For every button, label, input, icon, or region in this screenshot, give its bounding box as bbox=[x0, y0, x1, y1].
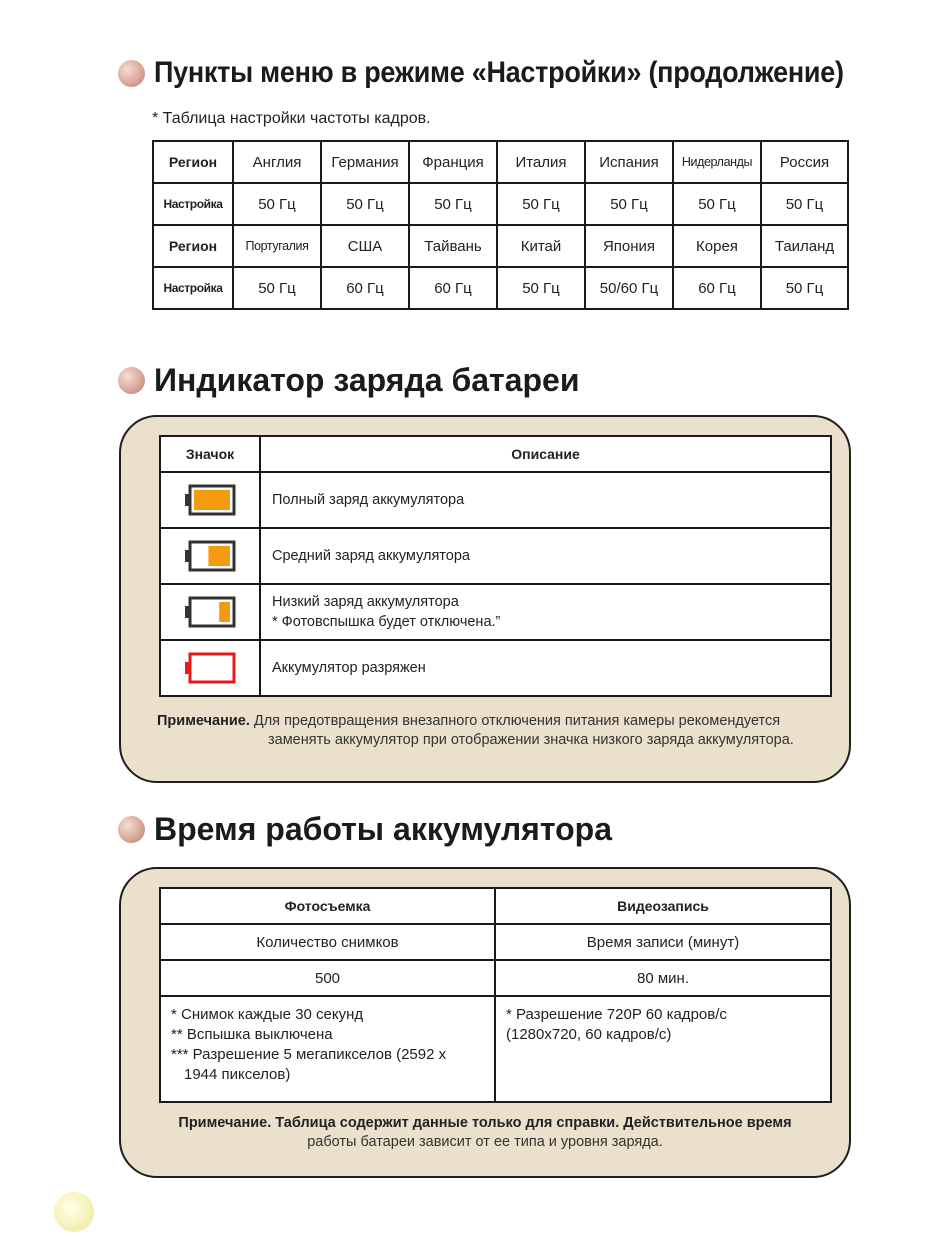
note-text: Для предотвращения внезапного отключения питания камеры рекомендуется bbox=[253, 713, 781, 729]
table-cell: Тайвань bbox=[409, 225, 497, 267]
battery-description: Полный заряд аккумулятора bbox=[272, 492, 465, 508]
table-cell: Франция bbox=[409, 141, 497, 183]
table-cell: 500 bbox=[160, 960, 495, 996]
table-header-row bbox=[160, 436, 831, 472]
table-cell: 50 Гц bbox=[761, 267, 848, 309]
section-title-battery bbox=[118, 362, 579, 399]
row-header: Регион bbox=[153, 141, 233, 183]
frame-rate-table bbox=[152, 140, 849, 310]
bullet-icon bbox=[118, 60, 145, 87]
battery-note bbox=[157, 712, 831, 750]
column-header-photo: Фотосъемка bbox=[160, 888, 495, 924]
battery-body bbox=[190, 654, 234, 682]
runtime-panel bbox=[119, 867, 851, 1178]
table-row bbox=[160, 472, 831, 528]
condition-line: ** Вспышка выключена bbox=[171, 1026, 333, 1043]
bullet-icon bbox=[118, 816, 145, 843]
table-cell: 50/60 Гц bbox=[585, 267, 673, 309]
column-header-icon: Значок bbox=[160, 436, 260, 472]
column-header-description: Описание bbox=[260, 436, 831, 472]
condition-line: 1944 пикселов) bbox=[184, 1066, 291, 1083]
table-cell: Количество снимков bbox=[160, 924, 495, 960]
column-header-video: Видеозапись bbox=[495, 888, 831, 924]
table-row bbox=[153, 267, 848, 309]
note-text: заменять аккумулятор при отображении значка низкого заряда аккумулятора. bbox=[268, 732, 794, 748]
table-cell: Таиланд bbox=[761, 225, 848, 267]
table-cell: 50 Гц bbox=[233, 267, 321, 309]
runtime-table bbox=[159, 887, 832, 1103]
section-title-frame-rate bbox=[118, 56, 920, 90]
table-cell: 50 Гц bbox=[321, 183, 409, 225]
battery-panel bbox=[119, 415, 851, 783]
table-cell: Англия bbox=[233, 141, 321, 183]
table-row bbox=[160, 924, 831, 960]
table-cell: Время записи (минут) bbox=[495, 924, 831, 960]
table-row bbox=[153, 141, 848, 183]
note-text: Примечание. Таблица содержит данные только для справки. Действительное время bbox=[178, 1115, 792, 1131]
battery-table bbox=[159, 435, 832, 697]
table-cell: США bbox=[321, 225, 409, 267]
battery-description: Аккумулятор разряжен bbox=[272, 660, 426, 676]
section-title-text: Пункты меню в режиме «Настройки» (продолжение) bbox=[154, 56, 844, 89]
table-cell: 60 Гц bbox=[321, 267, 409, 309]
table-header-row bbox=[160, 888, 831, 924]
battery-description: Низкий заряд аккумулятора bbox=[272, 594, 459, 610]
table-cell: 50 Гц bbox=[497, 267, 585, 309]
battery-full-icon bbox=[184, 483, 236, 517]
row-header: Настройка bbox=[153, 267, 233, 309]
frame-rate-note: * Таблица настройки частоты кадров. bbox=[152, 110, 431, 127]
battery-half-icon bbox=[184, 539, 236, 573]
table-cell: 60 Гц bbox=[409, 267, 497, 309]
table-cell: 50 Гц bbox=[673, 183, 761, 225]
table-cell: 60 Гц bbox=[673, 267, 761, 309]
table-cell: 50 Гц bbox=[409, 183, 497, 225]
row-header: Настройка bbox=[153, 183, 233, 225]
table-cell: Россия bbox=[761, 141, 848, 183]
battery-level-fill bbox=[208, 546, 230, 566]
battery-level-fill bbox=[219, 602, 230, 622]
battery-level-fill bbox=[194, 490, 230, 510]
condition-line: *** Разрешение 5 мегапикселов (2592 x bbox=[171, 1046, 447, 1063]
table-cell: 50 Гц bbox=[761, 183, 848, 225]
table-row bbox=[160, 996, 831, 1102]
condition-line: * Снимок каждые 30 секунд bbox=[171, 1006, 364, 1023]
table-row bbox=[160, 640, 831, 696]
table-row bbox=[160, 528, 831, 584]
battery-description-note: * Фотовспышка будет отключена.” bbox=[272, 614, 501, 630]
table-cell: Япония bbox=[585, 225, 673, 267]
section-title-text: Индикатор заряда батареи bbox=[154, 362, 580, 398]
bullet-icon bbox=[118, 367, 145, 394]
battery-empty-icon bbox=[184, 651, 236, 685]
table-cell: Нидерланды bbox=[673, 141, 761, 183]
table-row bbox=[160, 960, 831, 996]
page-marker-circle bbox=[54, 1192, 94, 1232]
video-conditions bbox=[495, 996, 831, 1102]
condition-line: * Разрешение 720P 60 кадров/с bbox=[506, 1006, 727, 1023]
table-row bbox=[153, 225, 848, 267]
table-cell: Китай bbox=[497, 225, 585, 267]
table-cell: 50 Гц bbox=[233, 183, 321, 225]
table-row bbox=[160, 584, 831, 640]
table-cell: 50 Гц bbox=[585, 183, 673, 225]
runtime-note bbox=[121, 1114, 849, 1152]
battery-low-icon bbox=[184, 595, 236, 629]
table-cell: Испания bbox=[585, 141, 673, 183]
table-cell: Германия bbox=[321, 141, 409, 183]
table-cell: Португалия bbox=[233, 225, 321, 267]
table-row bbox=[153, 183, 848, 225]
photo-conditions bbox=[160, 996, 495, 1102]
table-cell: 80 мин. bbox=[495, 960, 831, 996]
section-title-text: Время работы аккумулятора bbox=[154, 811, 612, 847]
table-cell: 50 Гц bbox=[497, 183, 585, 225]
section-title-runtime bbox=[118, 811, 612, 848]
condition-line: (1280x720, 60 кадров/с) bbox=[506, 1026, 672, 1043]
note-label: Примечание. bbox=[157, 713, 250, 729]
row-header: Регион bbox=[153, 225, 233, 267]
table-cell: Корея bbox=[673, 225, 761, 267]
note-text: работы батареи зависит от ее типа и уровня заряда. bbox=[307, 1134, 663, 1150]
battery-description: Средний заряд аккумулятора bbox=[272, 548, 470, 564]
table-cell: Италия bbox=[497, 141, 585, 183]
